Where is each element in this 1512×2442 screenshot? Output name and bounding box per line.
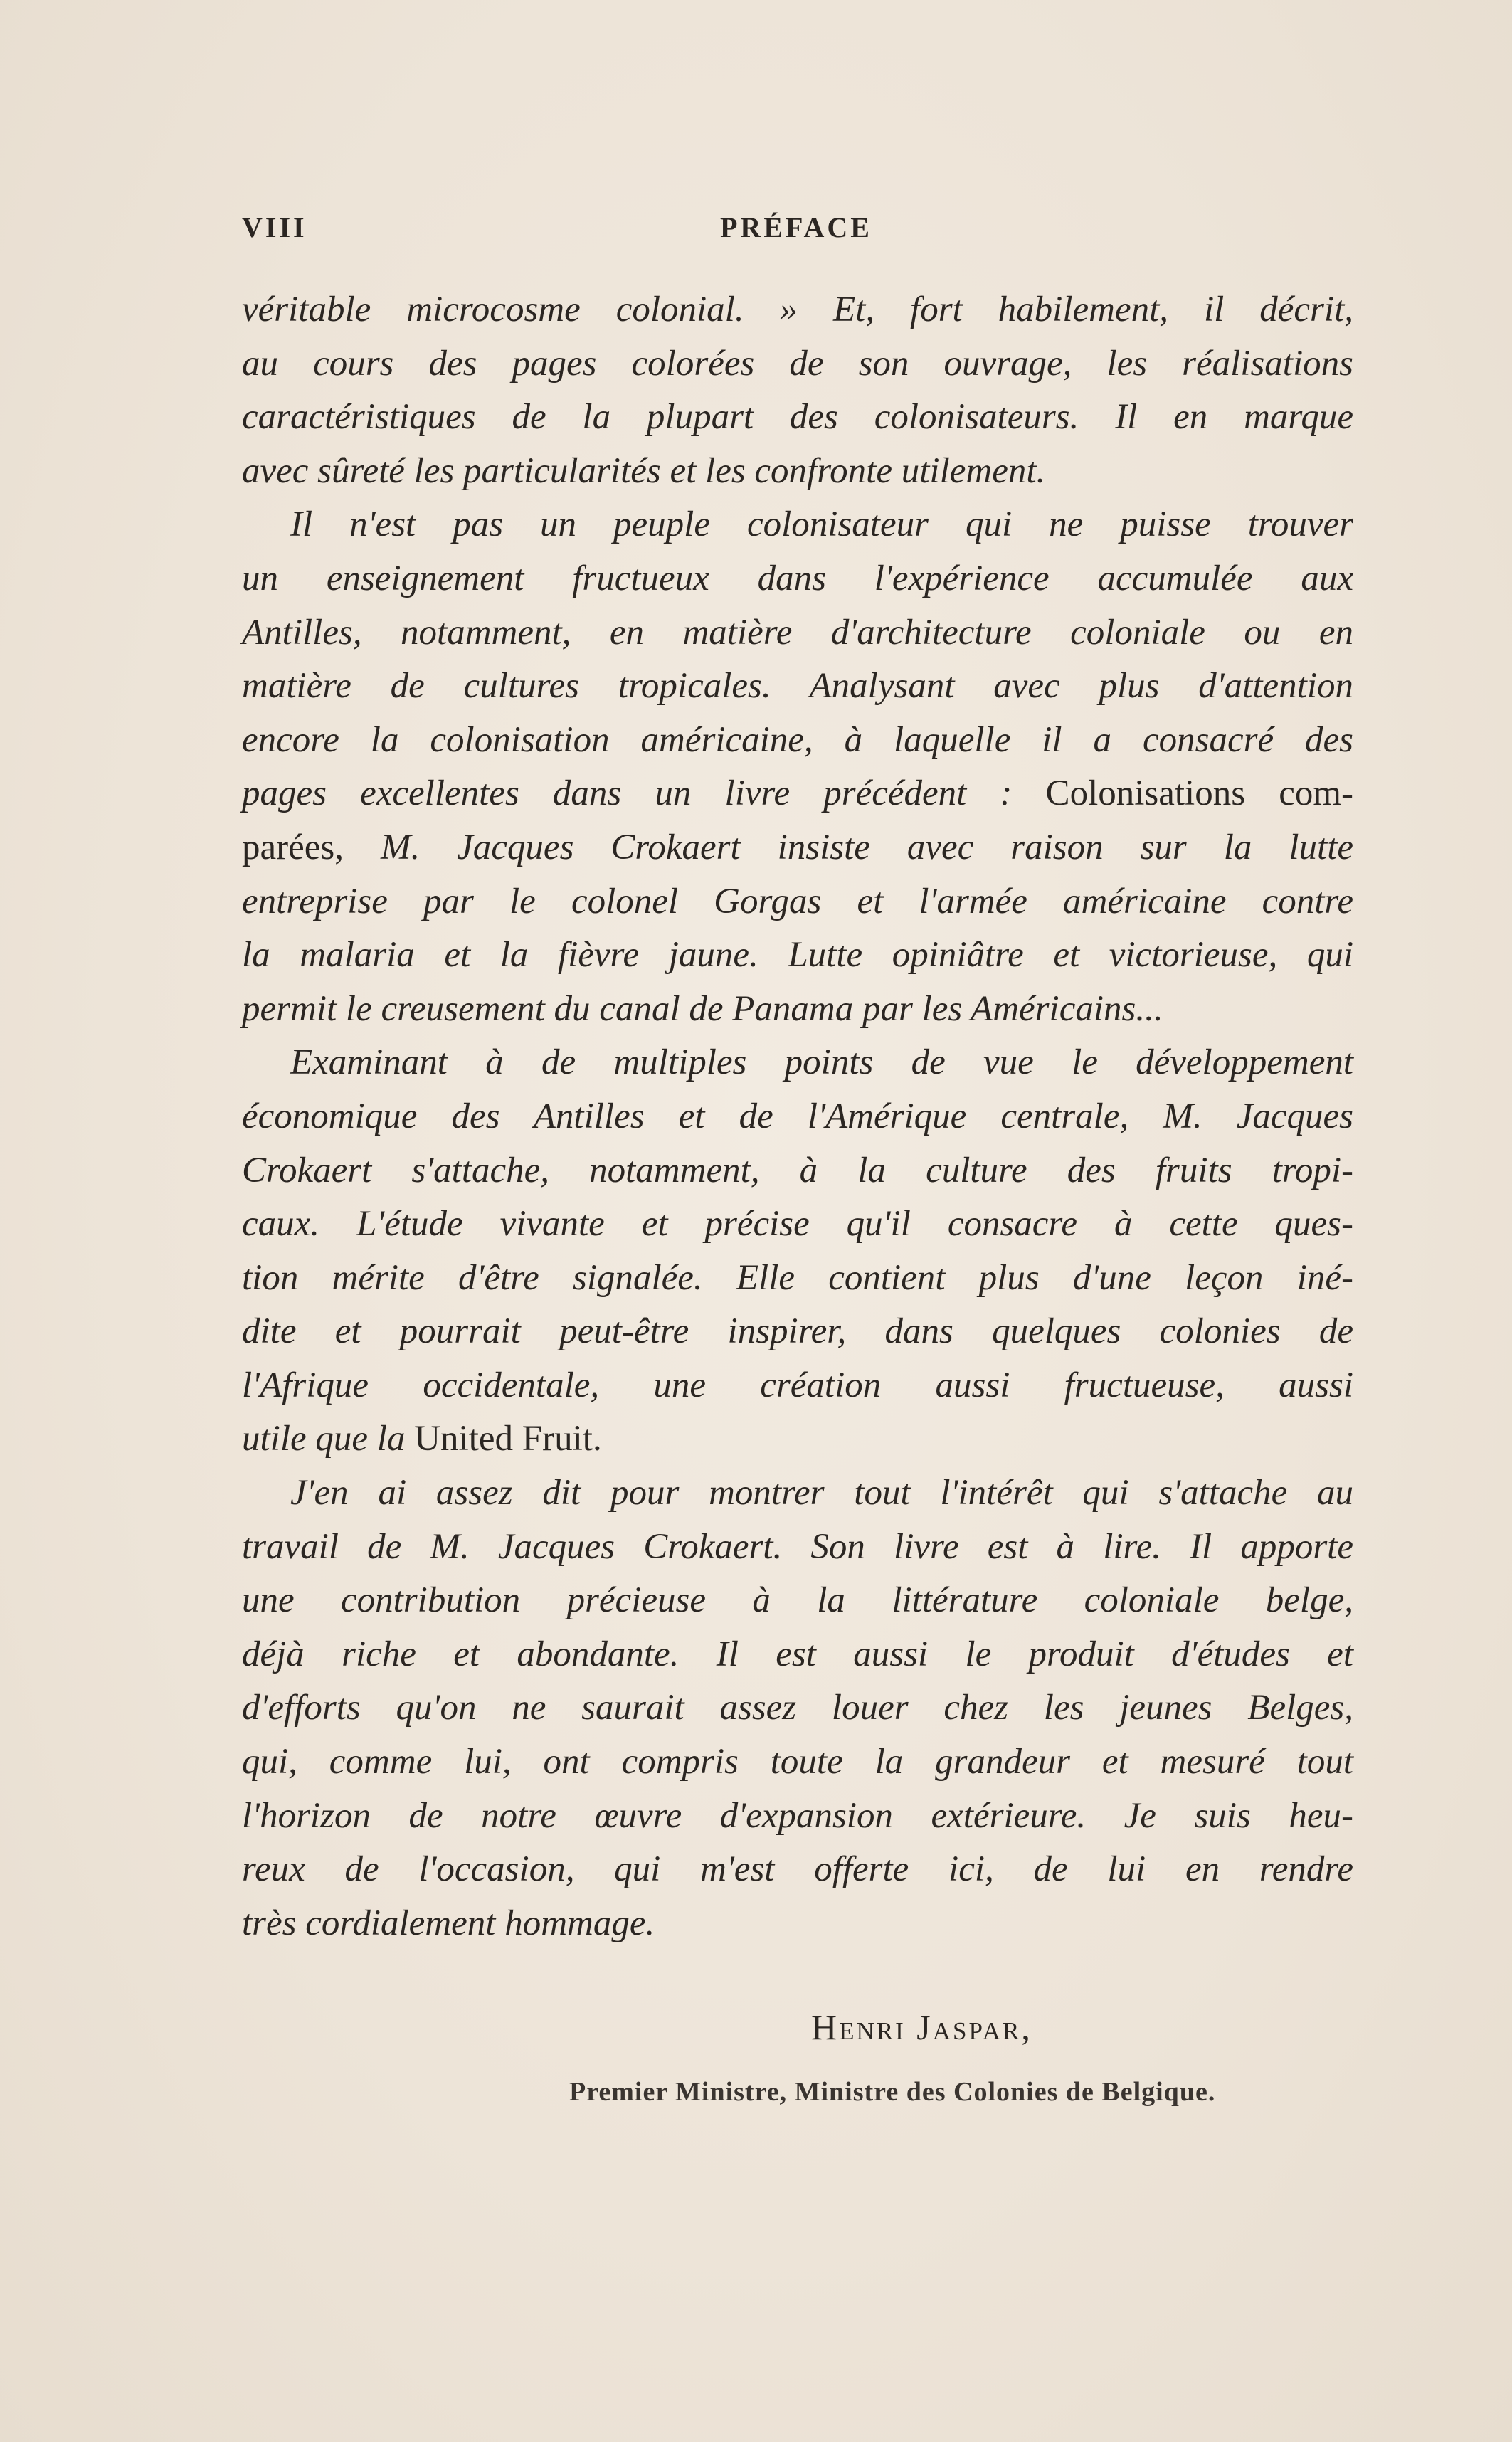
text-line: un enseignement fructueux dans l'expérience accumulée aux [242,558,1353,598]
company-name: United Fruit. [414,1419,602,1459]
text-fragment: pages excellentes dans un livre précédent : [242,773,1013,814]
preface-text [242,283,1353,1950]
text-line: matière de cultures tropicales. Analysant avec plus d'attention [242,666,1353,707]
text-line: qui, comme lui, ont compris toute la grandeur et mesuré tout [242,1742,1353,1782]
signature-name: Henri Jaspar, [811,2007,1032,2047]
text-line: encore la colonisation américaine, à laquelle il a consacré des [242,719,1353,760]
text-line: caux. L'étude vivante et précise qu'il consacre à cette ques- [242,1204,1353,1244]
text-line: J'en ai assez dit pour montrer tout l'intérêt qui s'attache au [290,1473,1353,1513]
text-line: dite et pourrait peut-être inspirer, dans quelques colonies de [242,1311,1353,1352]
text-line: l'horizon de notre œuvre d'expansion extérieure. Je suis heu- [242,1795,1353,1836]
text-line: Il n'est pas un peuple colonisateur qui ne puisse trouver [290,504,1353,545]
text-line: une contribution précieuse à la littérature coloniale belge, [242,1580,1353,1621]
text-line: caractéristiques de la plupart des colonisateurs. Il en marque [242,397,1353,438]
text-line: Antilles, notamment, en matière d'architecture coloniale ou en [242,612,1353,652]
text-line: tion mérite d'être signalée. Elle contient plus d'une leçon iné- [242,1257,1353,1298]
text-fragment: M. Jacques Crokaert insiste avec raison sur la lutte [380,827,1354,867]
text-line: d'efforts qu'on ne saurait assez louer chez les jeunes Belges, [242,1688,1353,1728]
text-line: déjà riche et abondante. Il est aussi le produit d'études et [242,1634,1353,1674]
text-line: Crokaert s'attache, notamment, à la culture des fruits tropi- [242,1150,1353,1190]
text-line [242,767,1353,821]
page-number: VIII [242,211,307,243]
text-line: entreprise par le colonel Gorgas et l'armée américaine contre [242,881,1353,921]
text-line: Examinant à de multiples points de vue le développement [290,1042,1353,1083]
page-header [242,211,1352,246]
book-title: Colonisations com- [1045,773,1353,814]
book-title: parées, [242,827,344,867]
text-line: permit le creusement du canal de Panama par les Américains... [242,988,1163,1029]
text-line: véritable microcosme colonial. » Et, fort habilement, il décrit, [242,290,1353,329]
text-line: la malaria et la fièvre jaune. Lutte opiniâtre et victorieuse, qui [242,935,1353,976]
text-line: au cours des pages colorées de son ouvrage, les réalisations [242,343,1353,384]
running-title: PRÉFACE [720,211,872,243]
signature-title: Premier Ministre, Ministre des Colonies de Belgique. [569,2077,1216,2107]
text-line: très cordialement hommage. [242,1903,655,1943]
text-line: économique des Antilles et de l'Amérique centrale, M. Jacques [242,1096,1353,1136]
text-line: l'Afrique occidentale, une création aussi fructueuse, aussi [242,1365,1353,1405]
text-line: reux de l'occasion, qui m'est offerte ici, de lui en rendre [242,1849,1353,1890]
text-fragment: utile que la [242,1419,406,1459]
text-line [242,821,1353,875]
text-line: travail de M. Jacques Crokaert. Son livre est à lire. Il apporte [242,1526,1353,1567]
text-line: avec sûreté les particularités et les confronte utilement. [242,450,1046,491]
text-line [242,1412,1353,1466]
